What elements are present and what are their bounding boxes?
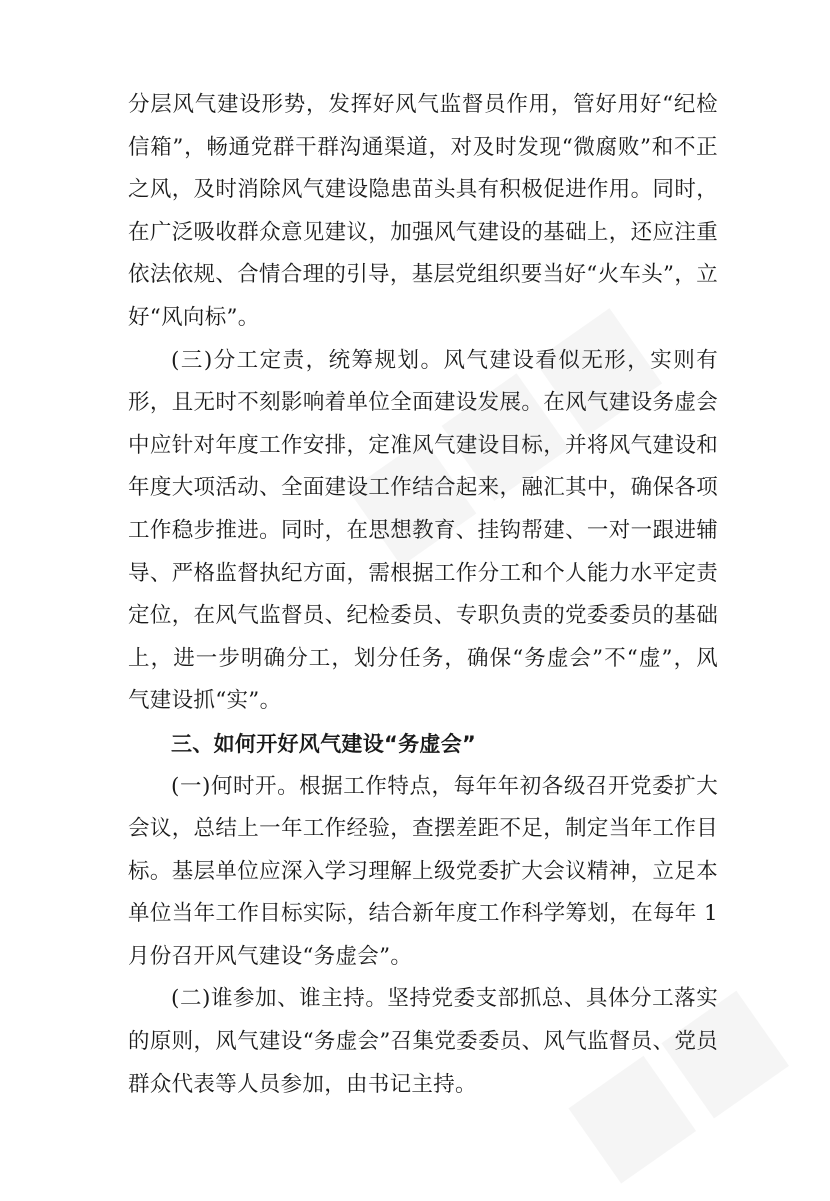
body-paragraph: (二)谁参加、谁主持。坚持党委支部抓总、具体分工落实的原则，风气建设“务虚会”召集党委委员、风气监督员、党员群众代表等人员参加，由书记主持。 [128, 986, 718, 1097]
document-body [128, 84, 718, 1106]
body-paragraph: (一)何时开。根据工作特点，每年年初各级召开党委扩大会议，总结上一年工作经验，查摆差距不足，制定当年工作目标。基层单位应深入学习理解上级党委扩大会议精神，立足本单位当年工作目标实际，结合新年度工作科学筹划，在每年 1 月份召开风气建设“务虚会”。 [128, 773, 718, 969]
body-paragraph: (三)分工定责，统筹规划。风气建设看似无形，实则有形，且无时不刻影响着单位全面建设发展。在风气建设务虚会中应针对年度工作安排，定准风气建设目标，并将风气建设和年度大项活动、全面建设工作结合起来，融汇其中，确保各项工作稳步推进。同时，在思想教育、挂钩帮建、一对一跟进辅导、严格监督执纪方面，需根据工作分工和个人能力水平定责定位，在风气监督员、纪检委员、专职负责的党委委员的基础上，进一步明确分工，划分任务，确保“务虚会”不“虚”，风气建设抓“实”。 [128, 347, 718, 714]
section-heading: 三、如何开好风气建设“务虚会” [171, 731, 477, 756]
body-paragraph: 分层风气建设形势，发挥好风气监督员作用，管好用好“纪检信箱”，畅通党群干群沟通渠道，对及时发现“微腐败”和不正之风，及时消除风气建设隐患苗头具有积极促进作用。同时，在广泛吸收群众意见建议，加强风气建设的基础上，还应注重依法依规、合情合理的引导，基层党组织要当好“火车头”，立好“风向标”。 [128, 92, 718, 330]
